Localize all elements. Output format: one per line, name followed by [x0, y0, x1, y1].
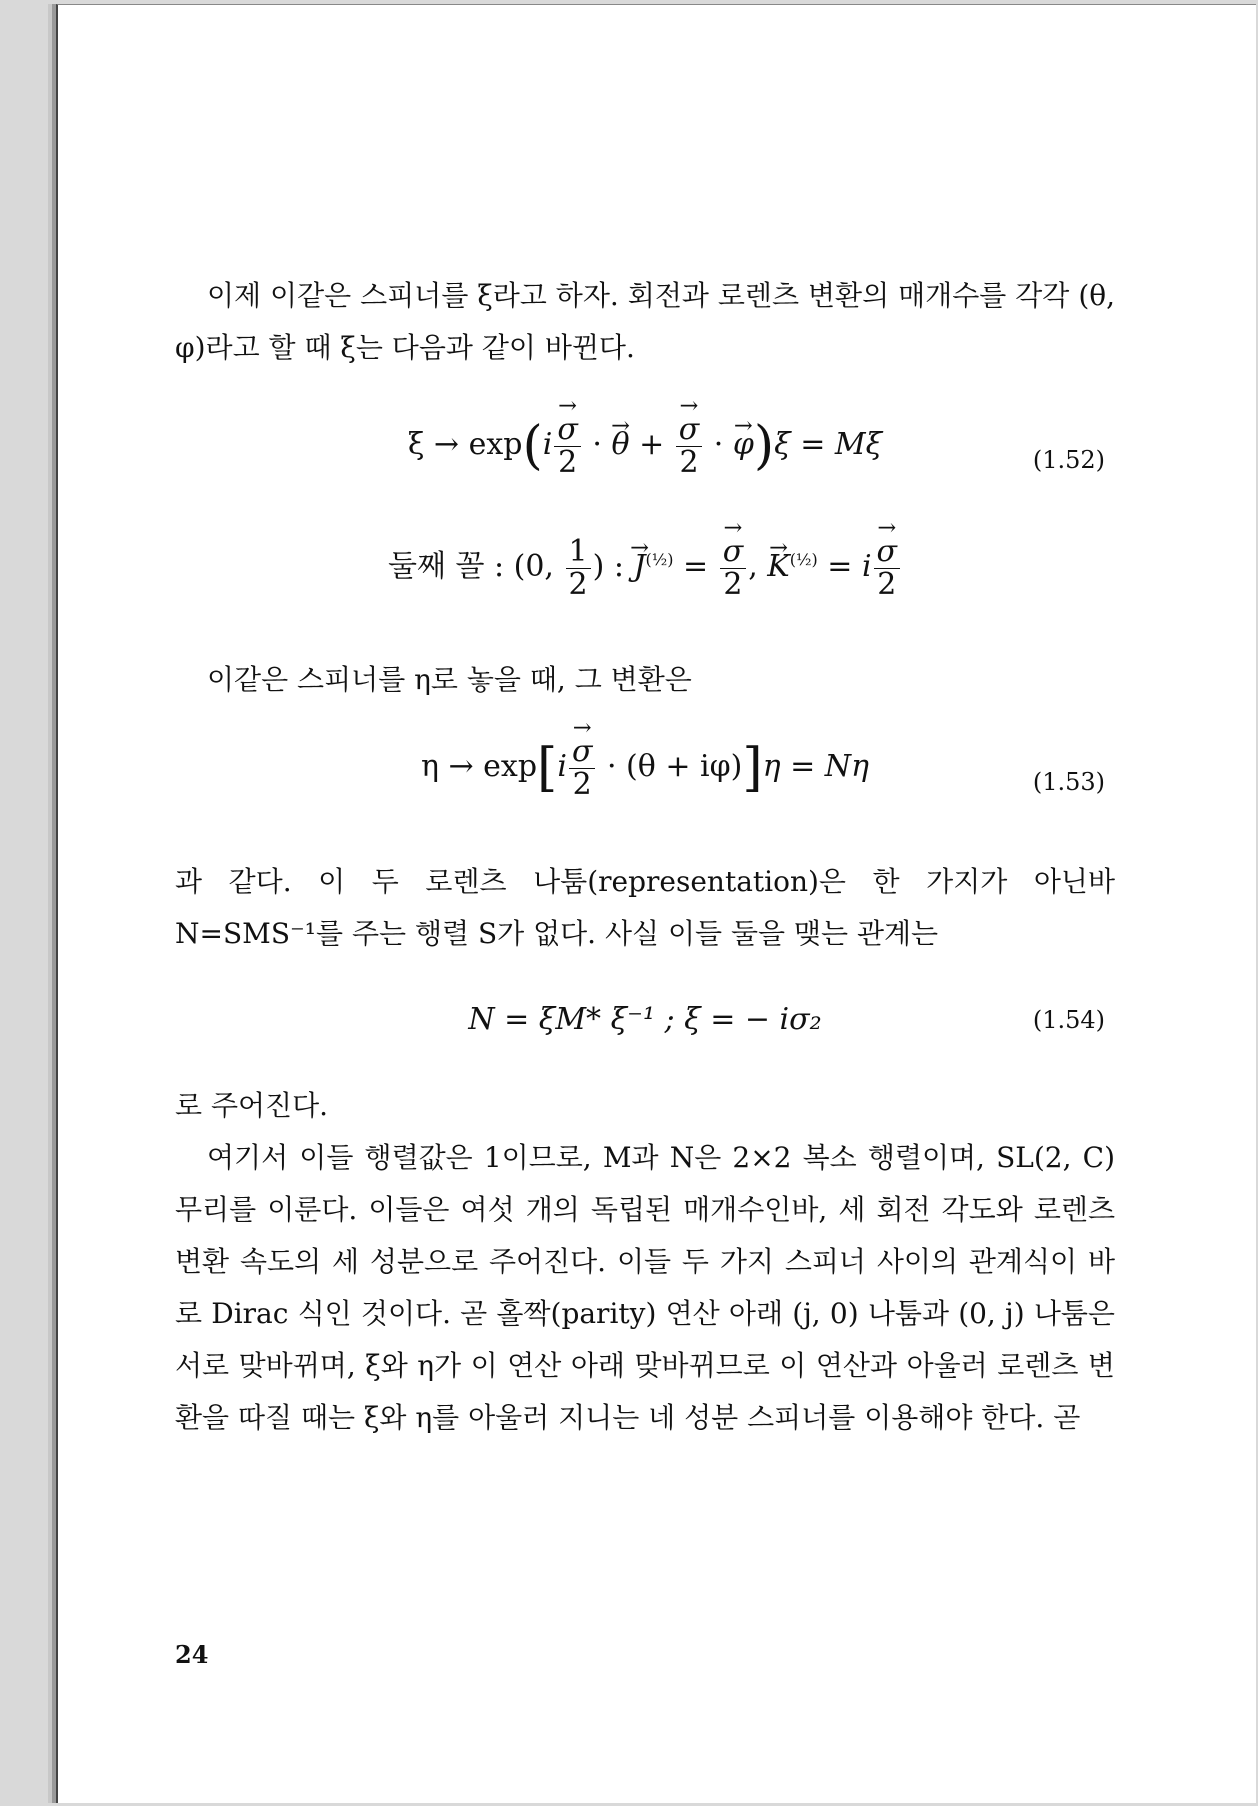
equation-number-1-54: (1.54) — [1032, 1006, 1105, 1034]
second-form-zero: (0, — [513, 549, 564, 584]
eq153-lhs: η → exp — [420, 749, 538, 784]
second-form-sigma-2: → σ — [877, 536, 897, 568]
equation-1-53 — [175, 736, 1115, 826]
second-form-K-sup: (½) — [789, 550, 818, 569]
second-form-half — [566, 536, 591, 600]
eq153-sigma: → σ — [572, 736, 592, 768]
equation-1-54 — [175, 990, 1115, 1060]
equation-number-1-52: (1.52) — [1032, 446, 1105, 474]
paragraph-sl2c: 여기서 이들 행렬값은 1이므로, M과 N은 2×2 복소 행렬이며, SL(2, C) 무리를 이룬다. 이들은 여섯 개의 독립된 매개수인바, 세 회전 각도와 로렌츠 변환 속도의 세 성분으로 주어진다. 이들 두 가지 스피너 사이의 관계식이 바로 Dirac 식인 것이다. 곧 홀짝(parity) 연산 아래 (j, 0) 나툼과 (0, j) 나툼은 서로 맞바뀌며, ξ와 η가 이 연산 아래 맞바뀌므로 이 연산과 아울러 로렌츠 변환을 따질 때는 ξ와 η를 아울러 지니는 네 성분 스피너를 이용해야 한다. 곧 — [175, 1141, 1115, 1434]
eq152-two-1: 2 — [558, 444, 578, 480]
second-form-two-2: 2 — [877, 566, 897, 602]
second-form-J: → J — [633, 541, 645, 593]
eq153-i: i — [557, 749, 567, 784]
eq152-dot-1: · — [582, 427, 612, 462]
second-form-close: ) : — [592, 549, 634, 584]
eq152-close-paren: ) — [753, 416, 775, 476]
paragraph-eta: 이같은 스피너를 η로 놓을 때, 그 변환은 — [207, 663, 692, 696]
second-form-one: 1 — [566, 536, 591, 569]
second-form-line — [175, 534, 1115, 624]
eq152-phi: → φ — [733, 419, 754, 471]
equation-1-52 — [175, 414, 1115, 504]
second-form-i: i — [861, 549, 872, 584]
second-form-eq-2: = — [817, 549, 862, 584]
eq153-frac — [569, 736, 595, 800]
eq152-open-paren: ( — [522, 416, 543, 476]
second-form-frac-sigma-1 — [720, 536, 746, 600]
eq153-close-bracket: ] — [742, 738, 763, 798]
page-number: 24 — [175, 1640, 209, 1669]
paragraph-intro: 이제 이같은 스피너를 ξ라고 하자. 회전과 로렌츠 변환의 매개수를 각각 (θ, φ)라고 할 때 ξ는 다음과 같이 바뀐다. — [175, 279, 1115, 364]
second-form-comma: , — [748, 549, 768, 584]
second-form-eq-1: = — [673, 549, 718, 584]
eq152-plus: + — [629, 427, 674, 462]
eq153-mid: · (θ + iφ) — [597, 749, 743, 784]
second-form-K: → K — [767, 541, 789, 593]
page-content — [175, 270, 1115, 1444]
paragraph-given: 로 주어진다. — [175, 1089, 329, 1122]
eq154-text: N = ξM* ξ⁻¹ ; ξ = − iσ₂ — [468, 1002, 822, 1037]
eq152-sigma-1: → σ — [557, 414, 577, 446]
eq153-rhs: η = Nη — [762, 749, 870, 784]
eq152-sigma-2: → σ — [679, 414, 699, 446]
eq152-frac-sigma-2 — [676, 414, 702, 478]
eq152-rhs: ξ = Mξ — [774, 427, 883, 462]
eq152-dot-2: · — [704, 427, 733, 462]
second-form-frac-sigma-2 — [874, 536, 900, 600]
second-form-sigma-1: → σ — [723, 536, 743, 568]
eq152-two-2: 2 — [679, 444, 699, 480]
eq152-theta: → θ — [611, 419, 629, 471]
second-form-J-sup: (½) — [645, 550, 674, 569]
eq153-open-bracket: [ — [537, 738, 558, 798]
second-form-two: 2 — [568, 566, 588, 602]
second-form-two-1: 2 — [723, 566, 743, 602]
second-form-label: 둘째 꼴 : — [387, 549, 514, 584]
eq153-two: 2 — [572, 766, 592, 802]
eq152-lhs: ξ → exp — [407, 427, 523, 462]
paragraph-representation: 과 같다. 이 두 로렌츠 나툼(representation)은 한 가지가 아닌바 N=SMS⁻¹를 주는 행렬 S가 없다. 사실 이들 둘을 맺는 관계는 — [175, 865, 1115, 950]
eq152-frac-sigma-1 — [554, 414, 580, 478]
equation-number-1-53: (1.53) — [1032, 768, 1105, 796]
eq152-i: i — [542, 427, 553, 462]
